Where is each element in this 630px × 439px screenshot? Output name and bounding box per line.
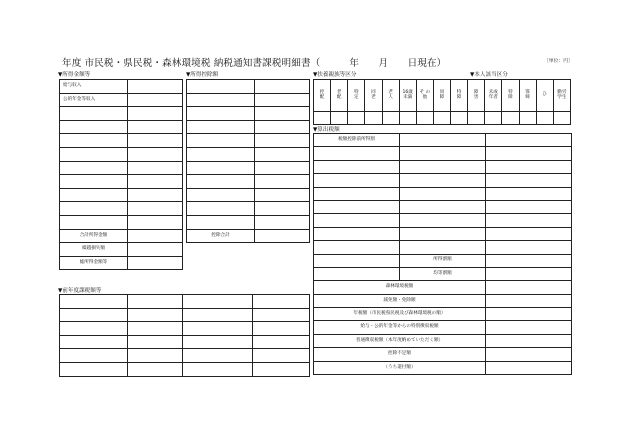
tax-cell[interactable] [486, 200, 572, 213]
total-income-value[interactable] [128, 229, 183, 243]
dep-dourou: 同 老 [365, 80, 382, 112]
salary-label: 給与収入 [60, 80, 128, 94]
tax-cell[interactable] [400, 241, 486, 254]
other-cell[interactable] [183, 335, 253, 349]
section-income: ▼所得金額等 [58, 72, 91, 78]
deduction-cell[interactable] [255, 93, 310, 107]
dep-minor: 未成 年者 [485, 80, 502, 112]
income-levy-label: 所得割額 [400, 254, 486, 267]
income-cell[interactable] [60, 107, 128, 121]
tax-cell[interactable] [400, 227, 486, 240]
tax-cell[interactable] [400, 147, 486, 160]
other-cell[interactable] [253, 308, 310, 322]
tax-cell[interactable] [486, 361, 572, 374]
income-cell[interactable] [128, 120, 183, 134]
tax-cell[interactable] [486, 147, 572, 160]
dep-under16: 16歳 未満 [399, 80, 416, 112]
tax-cell[interactable] [486, 254, 572, 267]
tax-cell[interactable] [486, 160, 572, 173]
income-table [59, 79, 183, 270]
tax-cell[interactable] [314, 200, 400, 213]
deduction-cell[interactable] [187, 134, 255, 148]
tax-cell[interactable] [400, 134, 486, 147]
other-cell[interactable] [183, 349, 253, 363]
salary-value[interactable] [128, 80, 183, 94]
deduction-cell[interactable] [187, 175, 255, 189]
other-cell[interactable] [60, 308, 128, 322]
tax-cell[interactable] [314, 241, 400, 254]
forest-tax-label: 森林環境税額 [314, 281, 486, 294]
other-cell[interactable] [60, 349, 128, 363]
other-cell[interactable] [253, 335, 310, 349]
deduction-cell[interactable] [255, 134, 310, 148]
other-cell[interactable] [128, 308, 183, 322]
dep-value[interactable] [331, 112, 348, 125]
income-cell[interactable] [60, 188, 128, 202]
carryover-label: 繰越損失額 [60, 243, 128, 257]
tax-cell[interactable] [486, 214, 572, 227]
dep-koihai: 控 配 [314, 80, 331, 112]
income-cell[interactable] [128, 188, 183, 202]
shortfall-label: 控除不足額 [314, 348, 486, 361]
tax-calc-table [313, 133, 572, 375]
income-cell[interactable] [60, 215, 128, 229]
income-cell[interactable] [60, 175, 128, 189]
other-cell[interactable] [128, 322, 183, 336]
other-cell[interactable] [128, 335, 183, 349]
dep-value[interactable] [536, 112, 553, 125]
dep-tokutei: 特 定 [348, 80, 365, 112]
deduction-cell[interactable] [187, 161, 255, 175]
section-tax-calc: ▼算出税額 [313, 127, 340, 133]
income-cell[interactable] [128, 134, 183, 148]
deduction-cell[interactable] [187, 80, 255, 94]
tax-cell[interactable] [486, 308, 572, 321]
section-other: ▼前年度課税額等 [58, 288, 102, 294]
tax-cell[interactable] [400, 187, 486, 200]
refund-label: （うち還付額） [314, 361, 486, 374]
deduction-cell[interactable] [255, 107, 310, 121]
tax-cell[interactable] [314, 254, 400, 267]
dep-value[interactable] [468, 112, 485, 125]
deduction-cell[interactable] [255, 80, 310, 94]
carryover-value[interactable] [128, 243, 183, 257]
dep-hitorioya: ひ [536, 80, 553, 112]
deduction-total-label: 控除合計 [187, 229, 255, 243]
dep-tokushou2: 特 障 [502, 80, 519, 112]
dep-kafu: 寡 婦 [519, 80, 536, 112]
deduction-cell[interactable] [187, 202, 255, 216]
dep-roujin: 老 人 [382, 80, 399, 112]
tax-cell[interactable] [486, 187, 572, 200]
pension-value[interactable] [128, 93, 183, 107]
tax-cell[interactable] [486, 281, 572, 294]
other-cell[interactable] [253, 295, 310, 309]
other-cell[interactable] [128, 349, 183, 363]
deduction-cell[interactable] [255, 202, 310, 216]
income-cell[interactable] [60, 134, 128, 148]
income-cell[interactable] [60, 161, 128, 175]
other-cell[interactable] [128, 362, 183, 376]
tax-cell[interactable] [486, 241, 572, 254]
deduction-cell[interactable] [187, 147, 255, 161]
dep-value[interactable] [348, 112, 365, 125]
income-cell[interactable] [60, 147, 128, 161]
tax-cell[interactable] [400, 214, 486, 227]
reduction-label: 減免額・免除額 [314, 294, 486, 307]
income-cell[interactable] [128, 107, 183, 121]
other-cell[interactable] [253, 322, 310, 336]
tax-cell[interactable] [400, 200, 486, 213]
tax-cell[interactable] [314, 214, 400, 227]
dep-value[interactable] [502, 112, 519, 125]
tax-cell[interactable] [486, 134, 572, 147]
dep-kinrou: 勤労 学生 [553, 80, 570, 112]
pension-label: 公的年金等収入 [60, 93, 128, 107]
other-cell[interactable] [183, 295, 253, 309]
tax-cell[interactable] [486, 267, 572, 280]
deduction-cell[interactable] [187, 120, 255, 134]
section-income-deduction: ▼所得控除額 [186, 72, 219, 78]
deduction-cell[interactable] [187, 93, 255, 107]
dep-tokushou: 特 障 [451, 80, 468, 112]
other-cell[interactable] [60, 362, 128, 376]
section-personal: ▼本人該当区分 [470, 72, 508, 78]
income-cell[interactable] [60, 120, 128, 134]
tax-cell[interactable] [486, 321, 572, 334]
dep-value[interactable] [314, 112, 331, 125]
deduction-cell[interactable] [255, 175, 310, 189]
dep-other: そ の 他 [416, 80, 433, 112]
income-cell[interactable] [128, 161, 183, 175]
income-cell[interactable] [128, 202, 183, 216]
dep-value[interactable] [399, 112, 416, 125]
total-income-etc-label: 総所得金額等 [60, 256, 128, 270]
total-income-etc-value[interactable] [128, 256, 183, 270]
dep-value[interactable] [433, 112, 450, 125]
dep-value[interactable] [382, 112, 399, 125]
unit-label: ［単位：円］ [544, 59, 573, 64]
dependents-table [313, 79, 571, 125]
taxable-label: 税額控除前所得割 [314, 134, 400, 147]
tax-cell[interactable] [400, 174, 486, 187]
dep-doushou: 同 障 [433, 80, 450, 112]
total-income-label: 合計所得金額 [60, 229, 128, 243]
annual-tax-label: 年税額（市民税県民税及び森林環境税の額） [314, 308, 486, 321]
tax-cell[interactable] [486, 174, 572, 187]
other-cell[interactable] [183, 322, 253, 336]
income-cell[interactable] [60, 202, 128, 216]
dep-value[interactable] [451, 112, 468, 125]
dep-value[interactable] [519, 112, 536, 125]
ordinary-collection-label: 普通徴収税額（本年度納めていただく額） [314, 334, 486, 347]
other-cell[interactable] [128, 295, 183, 309]
tax-cell[interactable] [486, 334, 572, 347]
tax-cell[interactable] [314, 147, 400, 160]
deduction-cell[interactable] [187, 188, 255, 202]
other-cell[interactable] [60, 295, 128, 309]
tax-cell[interactable] [314, 227, 400, 240]
deduction-total-value[interactable] [255, 229, 310, 243]
deduction-cell[interactable] [255, 161, 310, 175]
tax-cell[interactable] [314, 267, 400, 280]
other-cell[interactable] [60, 322, 128, 336]
deduction-cell[interactable] [255, 147, 310, 161]
deduction-cell[interactable] [187, 107, 255, 121]
tax-cell[interactable] [314, 187, 400, 200]
dep-value[interactable] [365, 112, 382, 125]
dep-shougai: 障 害 [468, 80, 485, 112]
other-cell[interactable] [253, 362, 310, 376]
special-collection-label: 給与・公的年金等からの特別徴収税額 [314, 321, 486, 334]
tax-cell[interactable] [314, 174, 400, 187]
other-cell[interactable] [60, 335, 128, 349]
tax-cell[interactable] [486, 348, 572, 361]
deduction-cell[interactable] [255, 120, 310, 134]
deduction-cell[interactable] [255, 188, 310, 202]
dep-value[interactable] [485, 112, 502, 125]
per-capita-label: 均等割額 [400, 267, 486, 280]
other-cell[interactable] [253, 349, 310, 363]
other-table [59, 294, 310, 377]
dep-value[interactable] [553, 112, 570, 125]
other-cell[interactable] [183, 308, 253, 322]
tax-cell[interactable] [486, 227, 572, 240]
dep-rouhai: 老 配 [331, 80, 348, 112]
other-cell[interactable] [183, 362, 253, 376]
deduction-cell[interactable] [187, 215, 255, 229]
income-cell[interactable] [128, 147, 183, 161]
tax-cell[interactable] [486, 294, 572, 307]
dep-value[interactable] [416, 112, 433, 125]
deduction-cell[interactable] [255, 215, 310, 229]
income-cell[interactable] [128, 175, 183, 189]
income-cell[interactable] [128, 215, 183, 229]
section-dependents: ▼扶養親族等区分 [313, 72, 357, 78]
tax-cell[interactable] [314, 160, 400, 173]
deduction-table [186, 79, 310, 243]
page-title: 年度 市民税・県民税・森林環境税 納税通知書課税明細書（ 年 月 日現在） [62, 58, 447, 69]
tax-cell[interactable] [400, 160, 486, 173]
